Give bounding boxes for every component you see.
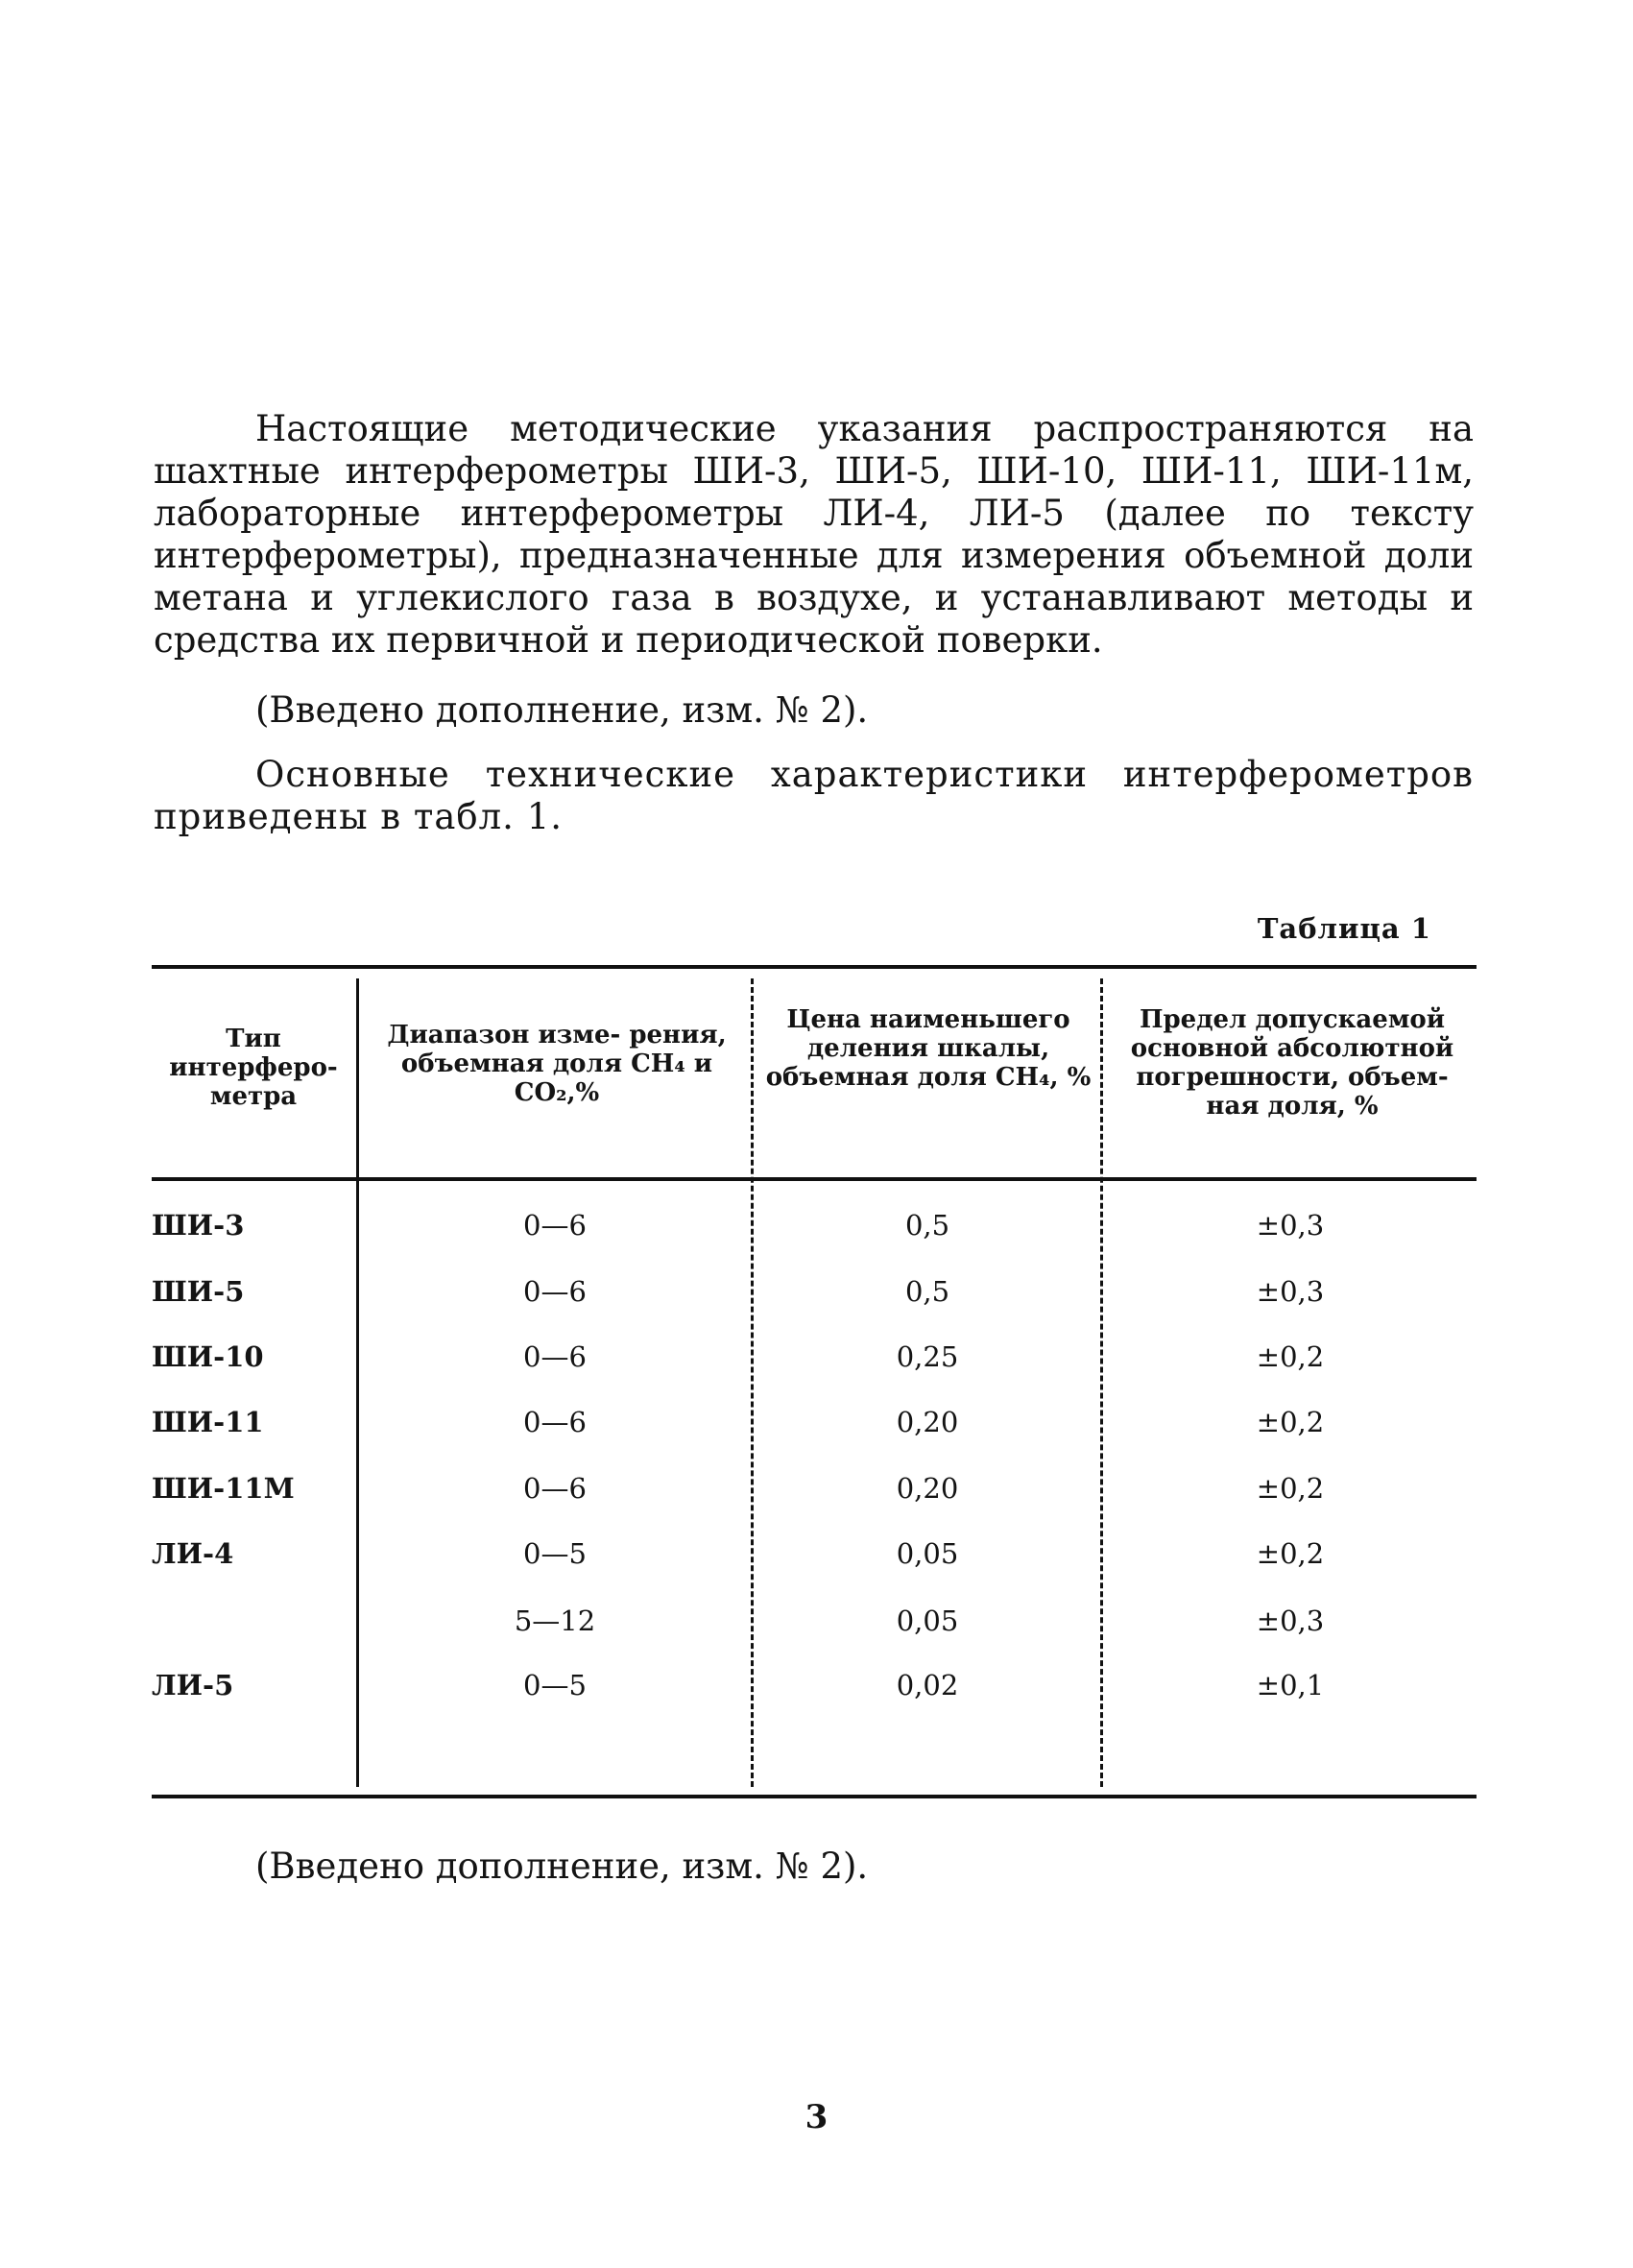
cell-error: ±0,3	[1256, 1604, 1325, 1637]
cell-type	[152, 1600, 353, 1642]
cell-division: 0,05	[896, 1604, 959, 1637]
cell-error: ±0,2	[1256, 1340, 1325, 1373]
table-row	[152, 1600, 1477, 1642]
cell-range: 0—6	[523, 1275, 587, 1308]
cell-division: 0,25	[896, 1340, 959, 1373]
table-row	[152, 1204, 1477, 1246]
cell-range: 0—5	[523, 1669, 587, 1701]
intro-paragraph: Настоящие методические указания распространяются на шахтные интерферометры ШИ-3, ШИ-5, ШИ-10, ШИ-11, ШИ-11м, лабораторные интерферометры ЛИ-4, ЛИ-5 (далее по тексту интерферометры), предназначенные для измерения объемной доли метана и углекислого газа в воздухе, и устанавливают методы и средства их первичной и периодической поверки.	[154, 408, 1474, 661]
cell-division: 0,05	[896, 1537, 959, 1570]
table-row	[152, 1270, 1477, 1313]
table-row	[152, 1336, 1477, 1378]
cell-division: 0,20	[896, 1472, 959, 1505]
table-caption: Таблица 1	[1257, 912, 1431, 945]
cell-division: 0,5	[904, 1209, 950, 1242]
cell-range: 0—6	[523, 1406, 587, 1438]
cell-error: ±0,3	[1256, 1275, 1325, 1308]
cell-type: ШИ-5	[152, 1275, 245, 1308]
header-error: Предел допускаемой основной абсолютной погрешности, объем- ная доля, %	[1130, 1005, 1454, 1121]
table-row	[152, 1664, 1477, 1706]
cell-error: ±0,2	[1256, 1406, 1325, 1438]
page-number: 3	[804, 2098, 829, 2136]
header-type: Тип интерферо- метра	[169, 1025, 338, 1111]
cell-error: ±0,1	[1256, 1669, 1325, 1701]
cell-type: ЛИ-5	[152, 1669, 234, 1701]
tech-characteristics-paragraph: Основные технические характеристики интерферометров приведены в табл. 1.	[154, 754, 1474, 837]
cell-error: ±0,2	[1256, 1472, 1325, 1505]
cell-range: 0—6	[523, 1340, 587, 1373]
cell-type: ШИ-10	[152, 1340, 264, 1373]
cell-type: ШИ-3	[152, 1209, 245, 1242]
table-row	[152, 1532, 1477, 1575]
table-row	[152, 1401, 1477, 1443]
cell-range: 0—6	[523, 1209, 587, 1242]
cell-type: ЛИ-4	[152, 1537, 234, 1570]
cell-type: ШИ-11М	[152, 1472, 295, 1505]
amendment-note-2: (Введено дополнение, изм. № 2).	[255, 1846, 869, 1887]
cell-range: 5—12	[514, 1604, 596, 1637]
spec-table	[152, 965, 1477, 1798]
cell-division: 0,20	[896, 1406, 959, 1438]
cell-error: ±0,2	[1256, 1537, 1325, 1570]
cell-division: 0,02	[896, 1669, 959, 1701]
table-row	[152, 1467, 1477, 1509]
amendment-note-1: (Введено дополнение, изм. № 2).	[255, 689, 869, 731]
cell-error: ±0,3	[1256, 1209, 1325, 1242]
cell-division: 0,5	[904, 1275, 950, 1308]
header-rule	[152, 1177, 1477, 1181]
cell-range: 0—6	[523, 1472, 587, 1505]
header-range: Диапазон изме- рения, объемная доля СН₄ и СО₂,%	[387, 1021, 727, 1107]
cell-type: ШИ-11	[152, 1406, 264, 1438]
cell-range: 0—5	[523, 1537, 587, 1570]
header-division: Цена наименьшего деления шкалы, объемная доля СН₄, %	[765, 1005, 1092, 1092]
